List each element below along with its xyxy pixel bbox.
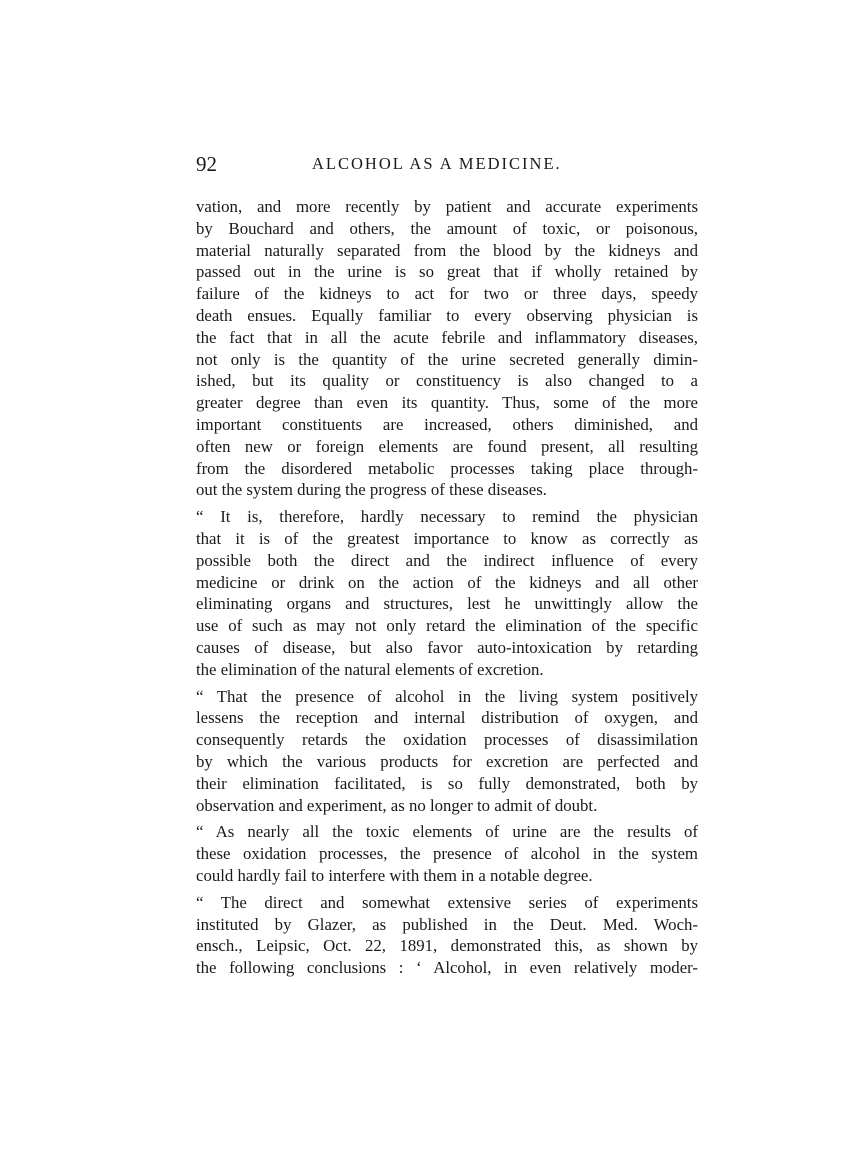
text-line: lessens the reception and internal distribution of oxygen, and <box>196 708 698 728</box>
text-line: passed out in the urine is so great that if wholly retained by <box>196 262 698 282</box>
paragraph <box>196 821 698 886</box>
paragraph <box>196 892 698 979</box>
text-line: “ That the presence of alcohol in the living system positively <box>196 686 698 706</box>
text-line: greater degree than even its quantity. Thus, some of the more <box>196 393 698 413</box>
text-line: material naturally separated from the blood by the kidneys and <box>196 240 698 260</box>
text-line: possible both the direct and the indirect influence of every <box>196 550 698 570</box>
text-line: failure of the kidneys to act for two or three days, speedy <box>196 284 698 304</box>
text-line: vation, and more recently by patient and accurate experiments <box>196 197 698 216</box>
text-line: often new or foreign elements are found present, all resulting <box>196 436 698 456</box>
text-line: the elimination of the natural elements of excretion. <box>196 659 544 679</box>
text-line: “ As nearly all the toxic elements of urine are the results of <box>196 822 698 842</box>
text-line: medicine or drink on the action of the kidneys and all other <box>196 572 698 592</box>
text-line: out the system during the progress of these diseases. <box>196 480 547 500</box>
text-line: causes of disease, but also favor auto-intoxication by retarding <box>196 637 698 657</box>
page-header <box>196 152 698 180</box>
text-line: consequently retards the oxidation processes of disassimilation <box>196 730 698 750</box>
paragraph <box>196 686 698 817</box>
text-line: “ It is, therefore, hardly necessary to remind the physician <box>196 507 698 527</box>
text-line: from the disordered metabolic processes taking place through- <box>196 458 698 478</box>
page-number: 92 <box>196 152 217 176</box>
text-line: these oxidation processes, the presence of alcohol in the system <box>196 844 698 864</box>
text-line: their elimination facilitated, is so fully demonstrated, both by <box>196 773 698 793</box>
text-line: could hardly fail to interfere with them in a notable degree. <box>196 865 593 885</box>
body-text <box>196 196 698 979</box>
text-line: the fact that in all the acute febrile and inflammatory diseases, <box>196 327 698 347</box>
text-line: by Bouchard and others, the amount of toxic, or poisonous, <box>196 218 698 238</box>
text-line: observation and experiment, as no longer to admit of doubt. <box>196 795 598 815</box>
text-line: important constituents are increased, others diminished, and <box>196 414 698 434</box>
running-head: ALCOHOL AS A MEDICINE. <box>312 154 562 173</box>
text-line: eliminating organs and structures, lest he unwittingly allow the <box>196 594 698 614</box>
text-line: ensch., Leipsic, Oct. 22, 1891, demonstrated this, as shown by <box>196 936 698 956</box>
text-line: instituted by Glazer, as published in the Deut. Med. Woch- <box>196 914 698 934</box>
text-line: the following conclusions : ‘ Alcohol, in even relatively moder- <box>196 958 698 978</box>
text-line: not only is the quantity of the urine secreted generally dimin- <box>196 349 698 369</box>
text-line: use of such as may not only retard the elimination of the specific <box>196 616 698 636</box>
paragraph <box>196 196 698 501</box>
text-line: death ensues. Equally familiar to every observing physician is <box>196 305 698 325</box>
text-line: “ The direct and somewhat extensive series of experiments <box>196 892 698 912</box>
paragraph <box>196 506 698 680</box>
text-line: ished, but its quality or constituency is also changed to a <box>196 371 698 391</box>
text-line: by which the various products for excretion are perfected and <box>196 751 698 771</box>
text-line: that it is of the greatest importance to know as correctly as <box>196 528 698 548</box>
